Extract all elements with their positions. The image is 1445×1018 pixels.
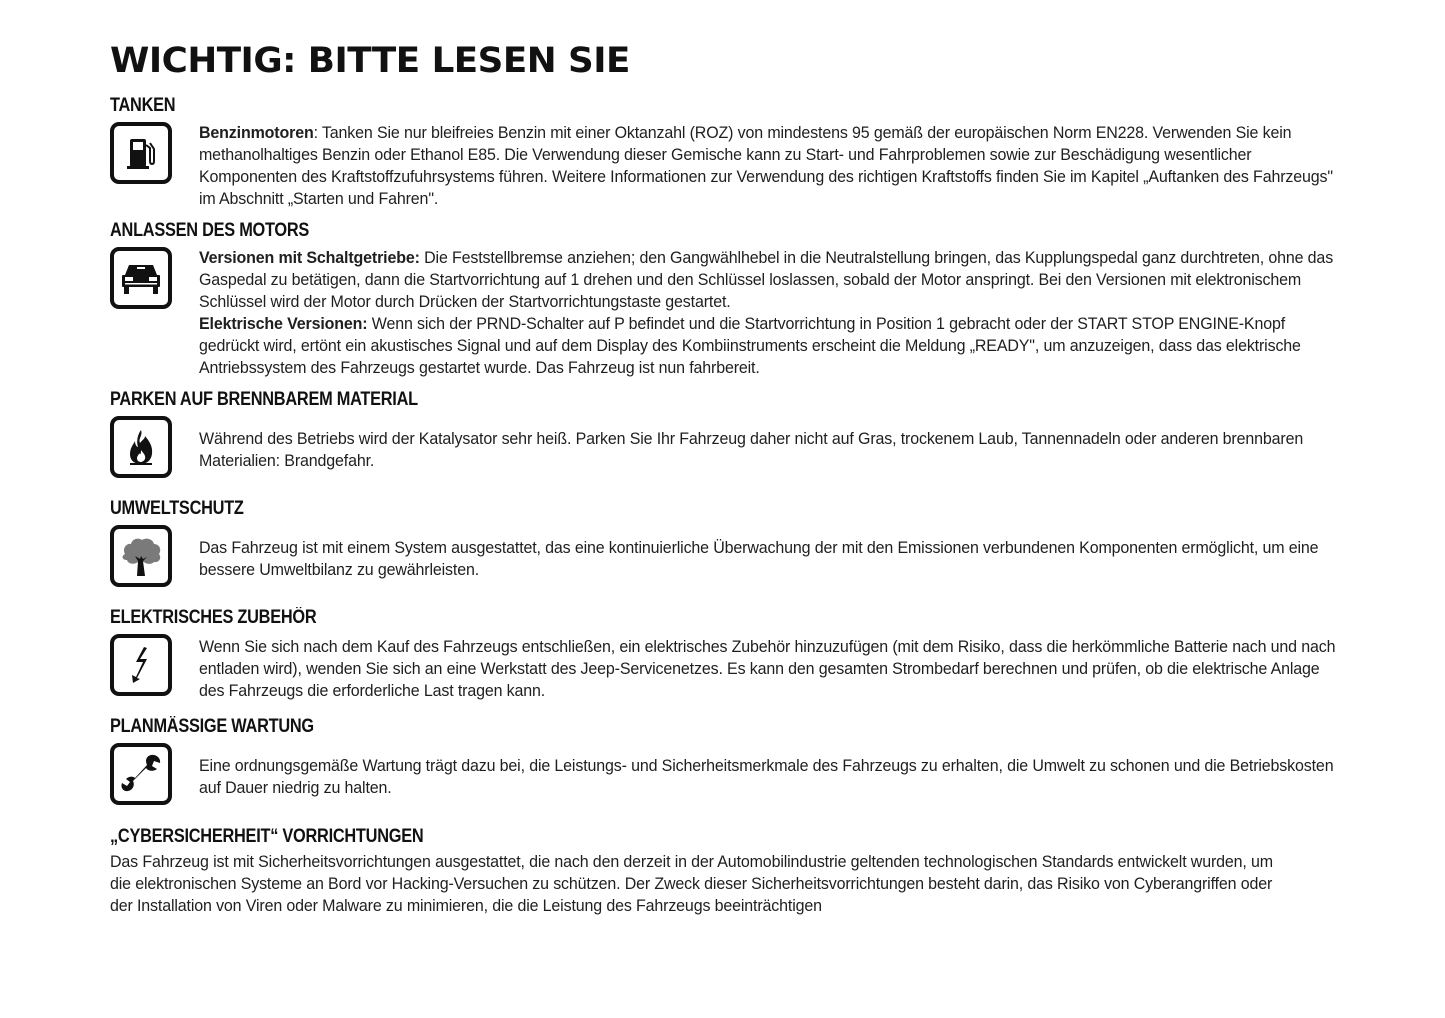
- section-body: [199, 122, 1348, 210]
- paragraph: Benzinmotoren: Tanken Sie nur bleifreies Benzin mit einer Oktanzahl (ROZ) von mindestens 95 gemäß der europäischen Norm EN228. Verwenden Sie kein methanolhaltiges Benzin oder Ethanol E85. Die Verwendung dieser Gemische kann zu Start- und Fahrproblemen sowie zur Beschädigung wesentlicher Komponenten des Kraftstoffzufuhrsystems führen. Weitere Informationen zur Verwendung des richtigen Kraftstoffs finden Sie im Kapitel „Auftanken des Fahrzeugs" im Abschnitt „Starten und Fahren".: [199, 124, 1333, 208]
- section-heading: ANLASSEN DES MOTORS: [110, 220, 310, 241]
- paragraph-lead: Versionen mit Schaltgetriebe:: [199, 249, 420, 267]
- paragraph-text: Tanken Sie nur bleifreies Benzin mit einer Oktanzahl (ROZ) von mindestens 95 gemäß der europäischen Norm EN228. Verwenden Sie kein methanolhaltiges Benzin oder Ethanol E85. Die Verwendung dieser Gemische kann zu Start- und Fahrproblemen sowie zur Beschädigung wesentlicher Komponenten des Kraftstoffzufuhrsystems führen. Weitere Informationen zur Verwendung des richtigen Kraftstoffs finden Sie im Kapitel „Auftanken des Fahrzeugs" im Abschnitt „Starten und Fahren".: [199, 124, 1333, 208]
- paragraph: [199, 247, 1348, 313]
- section-body: [199, 636, 1348, 702]
- section-body: [199, 428, 1348, 472]
- section-heading: UMWELTSCHUTZ: [110, 498, 244, 519]
- flame-icon: [110, 416, 172, 478]
- paragraph-lead: Benzinmotoren: [199, 124, 314, 142]
- tree-icon: [110, 525, 172, 587]
- paragraph-text: Das Fahrzeug ist mit einem System ausgestattet, das eine kontinuierliche Überwachung der mit den Emissionen verbundenen Komponenten ermöglicht, um eine bessere Umweltbilanz zu gewährleisten.: [199, 539, 1319, 579]
- paragraph-text: Eine ordnungsgemäße Wartung trägt dazu bei, die Leistungs- und Sicherheitsmerkmale des Fahrzeugs zu erhalten, die Umwelt zu schonen und die Betriebskosten auf Dauer niedrig zu halten.: [199, 757, 1334, 797]
- wrench-icon: [110, 743, 172, 805]
- section-body: [110, 851, 1274, 917]
- section-heading: „CYBERSICHERHEIT“ VORRICHTUNGEN: [110, 826, 424, 847]
- paragraph-text: Das Fahrzeug ist mit Sicherheitsvorrichtungen ausgestattet, die nach den derzeit in der Automobilindustrie geltenden technologischen Standards entwickelt wurden, um die elektronischen Systeme an Bord vor Hacking-Versuchen zu schützen. Der Zweck dieser Sicherheitsvorrichtungen besteht darin, das Risiko von Cyberangriffen oder der Installation von Viren oder Malware zu minimieren, die die Leistung des Fahrzeugs beeinträchtigen: [110, 853, 1273, 915]
- paragraph: [199, 428, 1348, 472]
- section-parken-auf-brennbarem-material: [110, 389, 1380, 489]
- lightning-bolt-icon: [110, 634, 172, 696]
- paragraph: [199, 313, 1348, 379]
- paragraph-lead: Elektrische Versionen:: [199, 315, 368, 333]
- section-tanken: [110, 95, 1380, 210]
- section-heading: PLANMÄSSIGE WARTUNG: [110, 716, 314, 737]
- section-heading: TANKEN: [110, 95, 176, 116]
- section-elektrisches-zubehoer: [110, 607, 1380, 707]
- paragraph-text: Die Feststellbremse anziehen; den Gangwählhebel in die Neutralstellung bringen, das Kupplungspedal ganz durchtreten, ohne das Gaspedal zu betätigen, dann die Startvorrichtung auf 1 drehen und den Schlüssel loslassen, sobald der Motor anspringt. Bei den Versionen mit elektronischem Schlüssel wird der Motor durch Drücken der Startvorrichtungstaste gestartet.: [199, 249, 1334, 311]
- paragraph: [199, 636, 1348, 702]
- paragraph: [110, 851, 1274, 917]
- section-heading: ELEKTRISCHES ZUBEHÖR: [110, 607, 317, 628]
- section-body: [199, 247, 1348, 379]
- section-heading: PARKEN AUF BRENNBAREM MATERIAL: [110, 389, 418, 410]
- section-cybersicherheit-vorrichtungen: [110, 826, 1380, 921]
- car-front-icon: [110, 247, 172, 309]
- paragraph: [199, 537, 1348, 581]
- section-planmaessige-wartung: [110, 716, 1380, 816]
- paragraph-text: Während des Betriebs wird der Katalysator sehr heiß. Parken Sie Ihr Fahrzeug daher nicht auf Gras, trockenem Laub, Tannennadeln oder anderen brennbaren Materialien: Brandgefahr.: [199, 430, 1304, 470]
- section-umweltschutz: [110, 498, 1380, 598]
- paragraph: [199, 755, 1348, 799]
- paragraph-text: Wenn Sie sich nach dem Kauf des Fahrzeugs entschließen, ein elektrisches Zubehör hinzuzufügen (mit dem Risiko, dass die herkömmliche Batterie nach und nach entladen wird), wenden Sie sich an eine Werkstatt des Jeep-Servicenetzes. Es kann den gesamten Strombedarf berechnen und prüfen, ob die elektrische Anlage des Fahrzeugs die erforderliche Last tragen kann.: [199, 638, 1336, 700]
- fuel-pump-icon: [110, 122, 172, 184]
- section-body: [199, 537, 1348, 581]
- section-body: [199, 755, 1348, 799]
- page-title: WICHTIG: BITTE LESEN SIE: [110, 41, 630, 81]
- section-anlassen-des-motors: [110, 220, 1380, 380]
- paragraph-text: Wenn sich der PRND-Schalter auf P befindet und die Startvorrichtung in Position 1 gebracht oder der START STOP ENGINE-Knopf gedrückt wird, ertönt ein akustisches Signal und auf dem Display des Kombiinstruments erscheint die Meldung „READY", um anzuzeigen, dass das elektrische Antriebssystem des Fahrzeugs gestartet wurde. Das Fahrzeug ist nun fahrbereit.: [199, 315, 1301, 377]
